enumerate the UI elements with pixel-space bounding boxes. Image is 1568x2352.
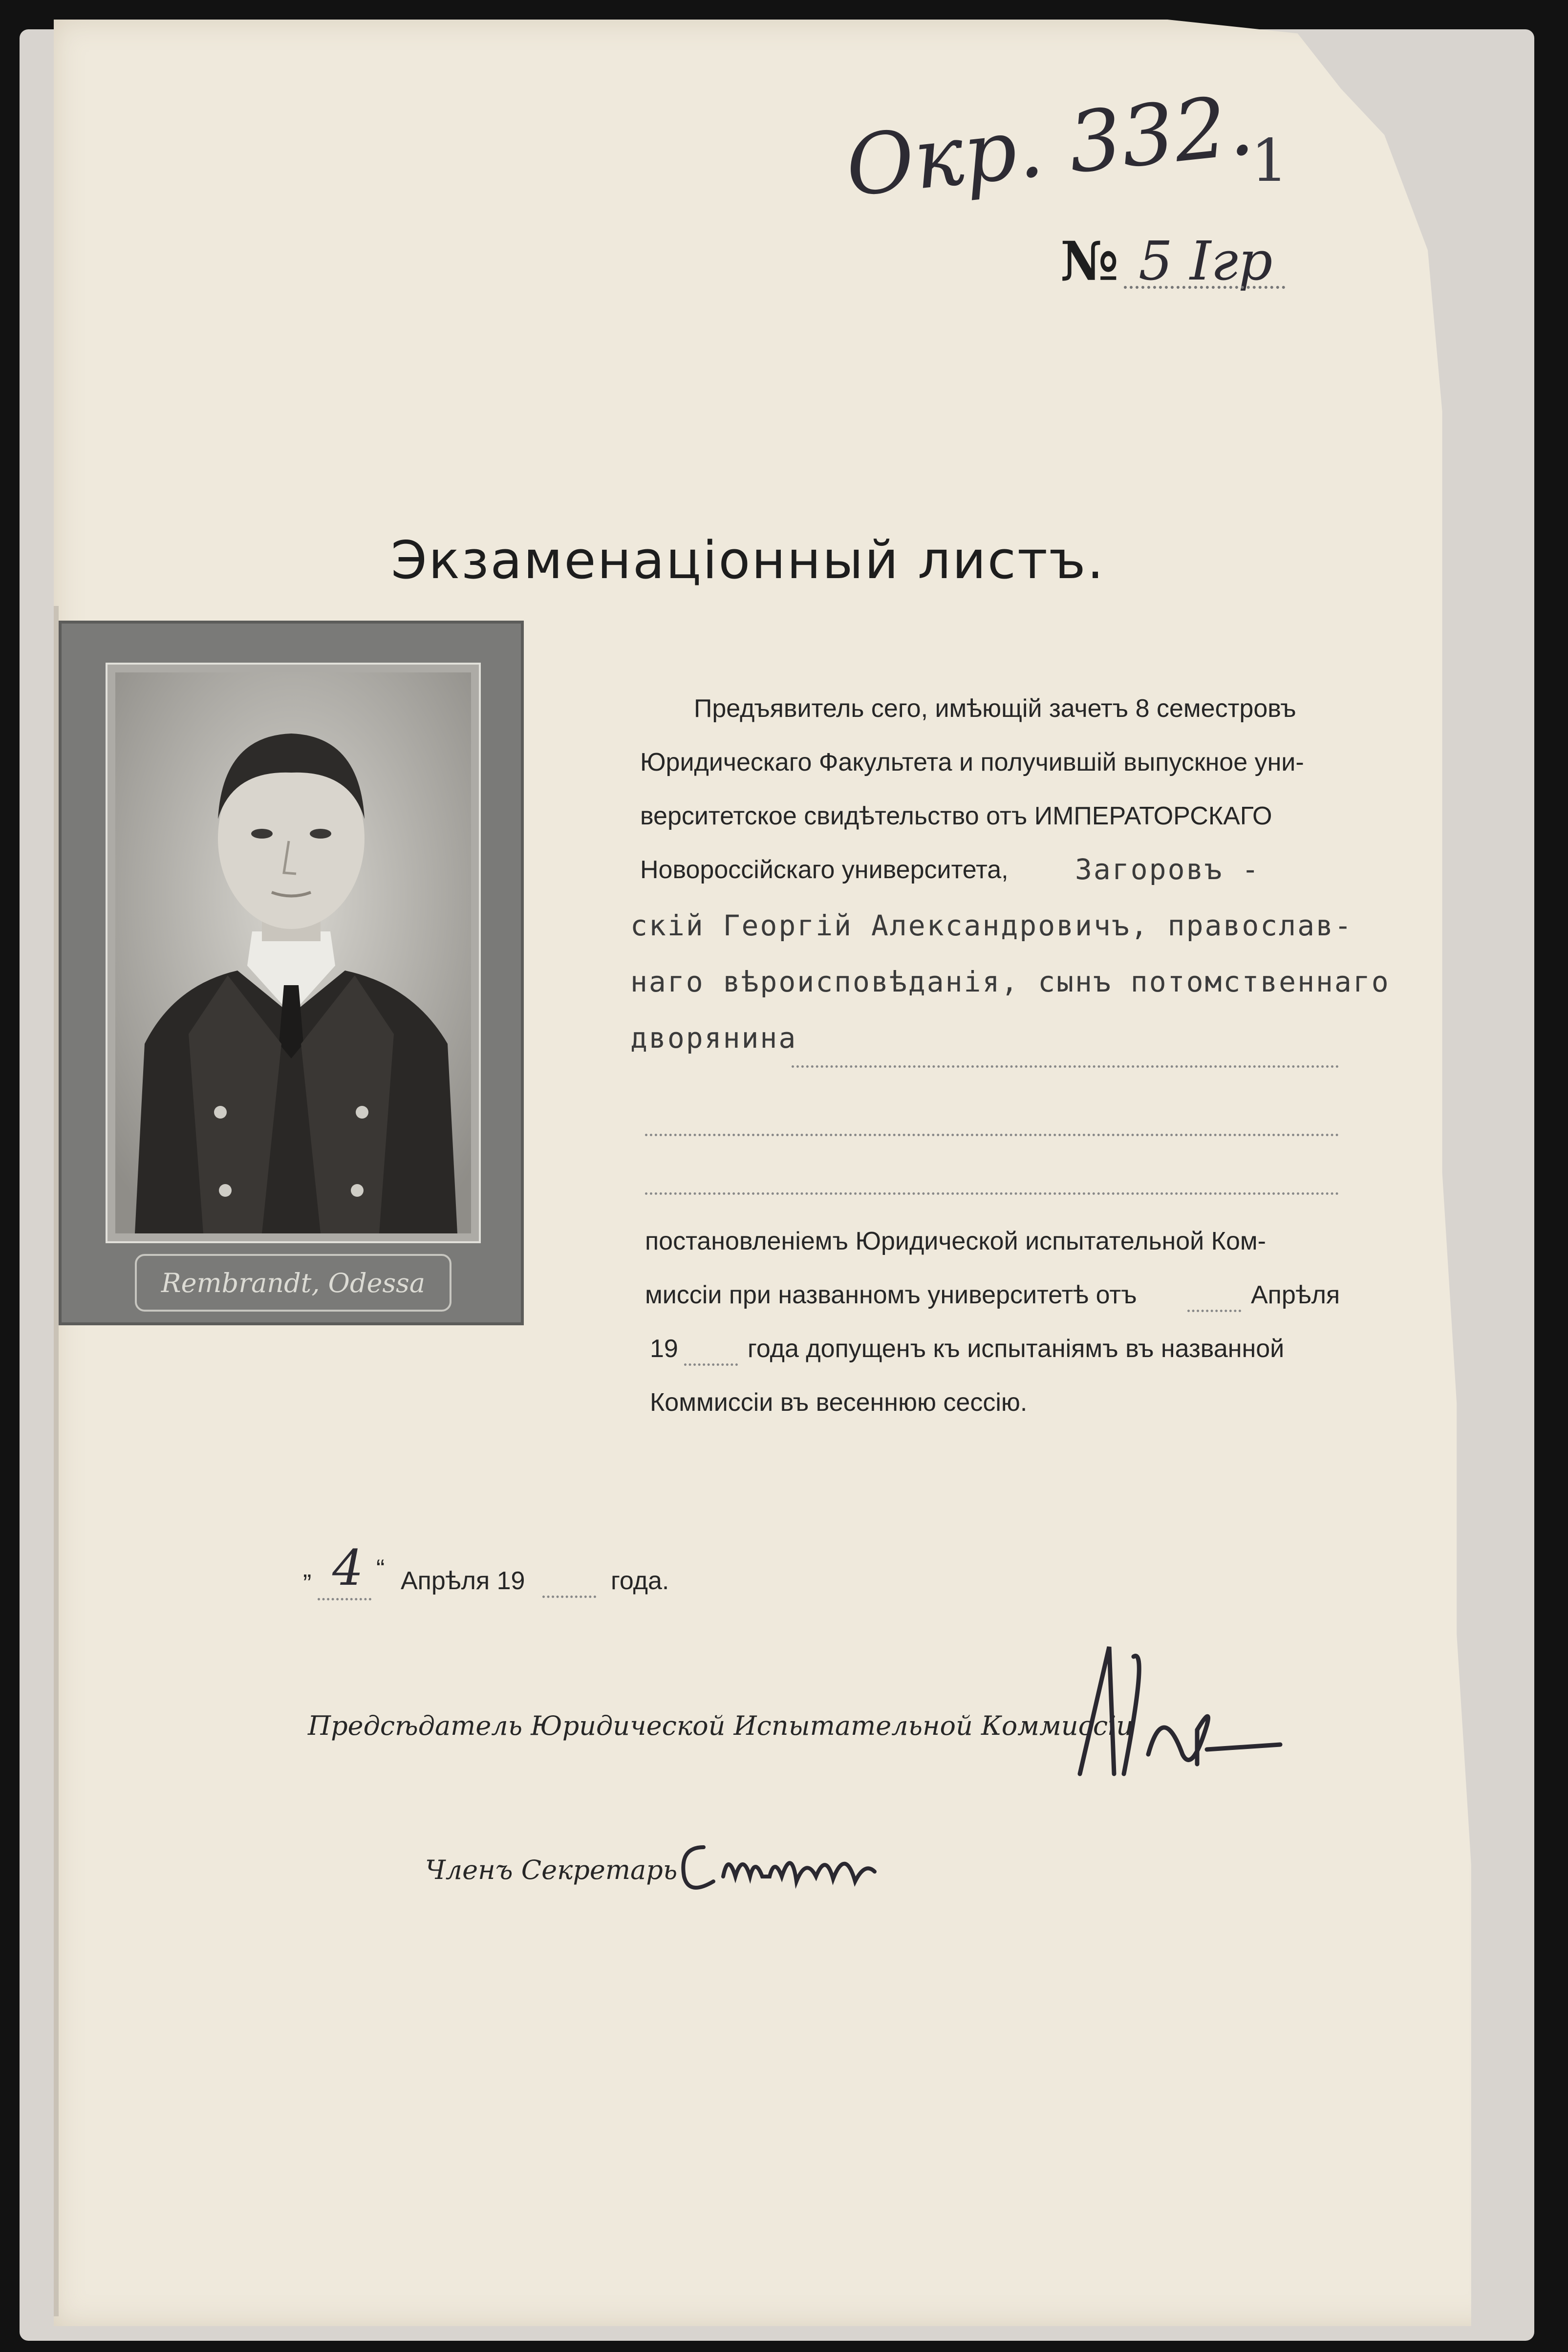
- commission-line-2: миссiи при названномъ университетѣ отъ: [645, 1281, 1137, 1309]
- archive-reference: Окр. 332.: [841, 76, 1258, 216]
- body-line-4: Новороссiйскаго университета,: [640, 856, 1009, 884]
- number-sign: №: [1060, 230, 1119, 293]
- chair-caption: Предсѣдатель Юридической Испытательной Коммиссiи: [308, 1710, 1134, 1741]
- portrait-photo-card: [59, 621, 524, 1325]
- dotted-line-2: [645, 1134, 1339, 1136]
- secretary-caption: Членъ Секретарь: [425, 1855, 678, 1885]
- date-year-suffix: года.: [611, 1567, 669, 1595]
- commission-year-blank: [684, 1363, 738, 1366]
- date-close-quote: “: [376, 1554, 385, 1583]
- commission-line-4: Коммиссiи въ весеннюю сессiю.: [650, 1388, 1028, 1417]
- student-estate-line: дворянина: [630, 1021, 797, 1055]
- studio-mark: Rembrandt, Odessa: [135, 1254, 451, 1312]
- student-religion-line: наго вѣроисповѣданiя, сынъ потомственнаго: [630, 965, 1390, 998]
- date-day-blank: [318, 1598, 371, 1600]
- number-underline: [1124, 286, 1285, 289]
- commission-line-1: постановленiемъ Юридической испытательной Ком-: [645, 1227, 1266, 1255]
- secretary-signature: [669, 1818, 914, 1916]
- body-line-1: Предъявитель сего, имѣющiй зачетъ 8 семестровъ: [694, 694, 1296, 723]
- student-surname-part: Загоровъ -: [1075, 853, 1261, 886]
- dotted-line-3: [645, 1192, 1339, 1195]
- commission-year-prefix: 19: [650, 1335, 678, 1363]
- body-line-2: Юридическаго Факультета и получившiй выпускное уни-: [640, 748, 1304, 777]
- portrait-image: [115, 672, 471, 1233]
- commission-month: Апрѣля: [1251, 1281, 1340, 1309]
- date-year-blank: [542, 1596, 596, 1598]
- student-name-line: скiй Георгiй Александровичъ, православ-: [630, 909, 1353, 942]
- portrait-photo: [106, 663, 481, 1243]
- date-day: 4: [332, 1539, 364, 1597]
- paper-fold: [54, 606, 59, 2316]
- date-open-quote: „: [303, 1554, 312, 1583]
- chair-signature: [1051, 1627, 1295, 1789]
- page-number: 1: [1251, 127, 1289, 195]
- commission-line-3: года допущенъ къ испытанiямъ въ названной: [748, 1335, 1285, 1363]
- number-value: 5 Iгр: [1138, 230, 1273, 292]
- commission-date-blank: [1187, 1310, 1241, 1312]
- dotted-line-1: [792, 1065, 1339, 1068]
- page-title: Экзаменацiонный листъ.: [391, 530, 1105, 590]
- date-month: Апрѣля 19: [401, 1567, 525, 1595]
- body-line-3: верситетское свидѣтельство отъ ИМПЕРАТОРСКАГО: [640, 802, 1272, 830]
